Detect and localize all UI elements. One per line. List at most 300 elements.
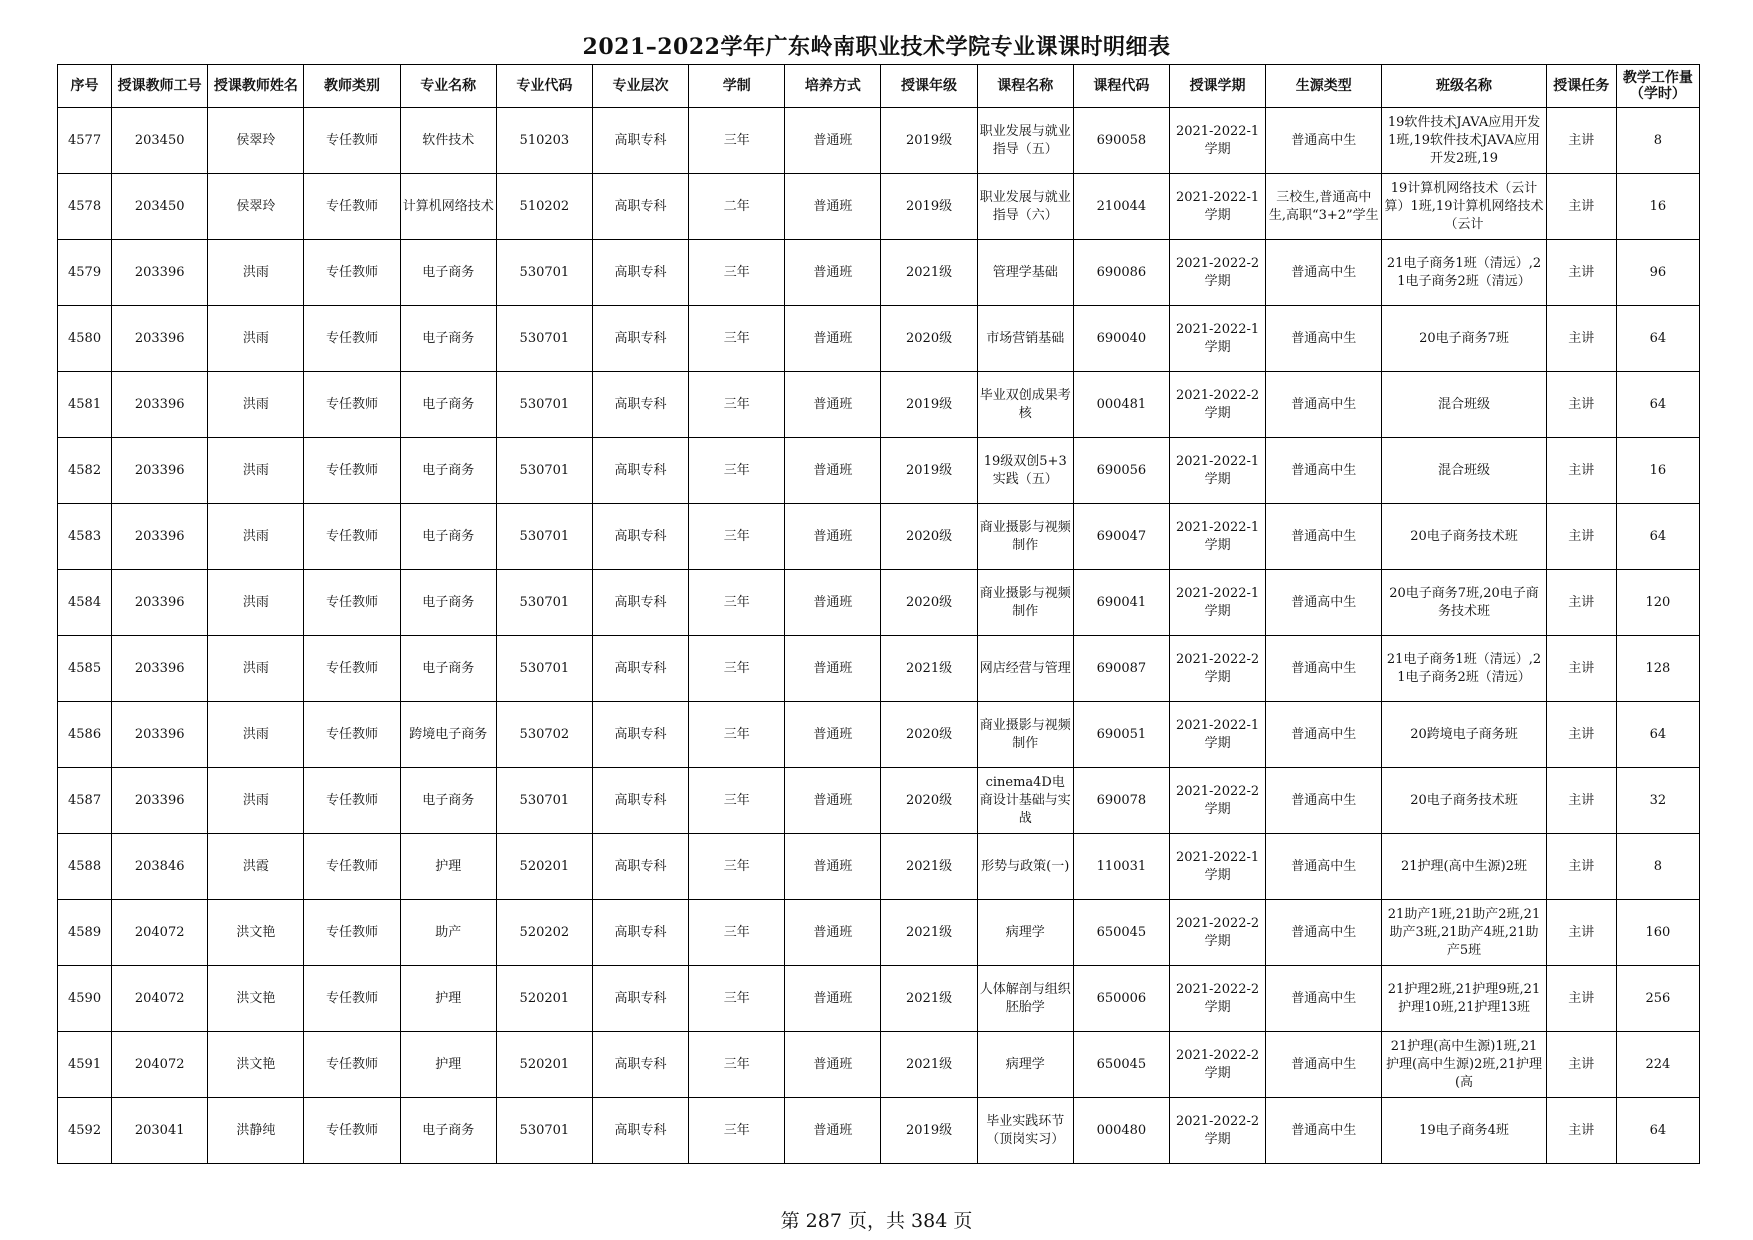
table-cell <box>112 702 208 768</box>
cell-text: 2021-2022-1学期 <box>1175 849 1260 883</box>
cell-text: 19软件技术JAVA应用开发1班,19软件技术JAVA应用开发2班,19 <box>1387 114 1541 166</box>
cell-text: 网店经营与管理 <box>979 660 1071 676</box>
table-cell <box>400 900 496 966</box>
cell-text: 电子商务 <box>422 1122 475 1138</box>
cell-text: 203450 <box>134 198 185 214</box>
cell-text: cinema4D电商设计基础与实战 <box>979 774 1071 826</box>
table-cell <box>881 504 977 570</box>
table-row <box>58 174 1700 240</box>
cell-text: 普通高中生 <box>1291 1056 1357 1072</box>
cell-text: 2021-2022-2学期 <box>1175 387 1260 421</box>
table-cell <box>400 306 496 372</box>
table-cell <box>112 966 208 1032</box>
cell-text: 主讲 <box>1568 990 1595 1006</box>
cell-text: 2021-2022-2学期 <box>1175 981 1260 1015</box>
cell-text: 高职专科 <box>614 726 667 742</box>
table-cell <box>1616 570 1699 636</box>
table-cell <box>592 504 688 570</box>
table-cell <box>496 372 592 438</box>
table-cell <box>592 438 688 504</box>
cell-text: 普通班 <box>813 528 853 544</box>
cell-text: 4585 <box>68 660 102 676</box>
table-cell <box>785 702 881 768</box>
cell-text: 市场营销基础 <box>986 330 1065 346</box>
cell-text: 64 <box>1649 1122 1667 1138</box>
table-cell <box>208 438 304 504</box>
table-cell <box>1266 570 1382 636</box>
table-cell <box>977 900 1073 966</box>
cell-text: 人体解剖与组织胚胎学 <box>979 981 1071 1015</box>
table-cell <box>208 900 304 966</box>
table-cell <box>1616 240 1699 306</box>
table-cell <box>400 636 496 702</box>
table-cell <box>58 240 112 306</box>
table-cell <box>112 900 208 966</box>
cell-text: 助产 <box>435 924 462 940</box>
cell-text: 三年 <box>723 792 750 808</box>
cell-text: 主讲 <box>1568 528 1595 544</box>
table-cell <box>592 240 688 306</box>
cell-text: 20电子商务7班 <box>1419 330 1509 346</box>
cell-text: 普通班 <box>813 198 853 214</box>
table-cell <box>496 174 592 240</box>
cell-text: 主讲 <box>1568 924 1595 940</box>
cell-text: 普通班 <box>813 990 853 1006</box>
cell-text: 高职专科 <box>614 660 667 676</box>
table-cell <box>689 702 785 768</box>
cell-text: 专任教师 <box>326 528 379 544</box>
cell-text: 16 <box>1649 198 1667 214</box>
cell-text: 主讲 <box>1568 792 1595 808</box>
table-cell <box>1546 306 1616 372</box>
table-cell <box>977 834 1073 900</box>
cell-text: 203396 <box>134 462 185 478</box>
table-cell <box>592 768 688 834</box>
table-cell <box>496 306 592 372</box>
cell-text: 主讲 <box>1568 594 1595 610</box>
cell-text: 530701 <box>519 594 570 610</box>
cell-text: 普通高中生 <box>1291 726 1357 742</box>
cell-text: 19计算机网络技术（云计算）1班,19计算机网络技术（云计 <box>1384 180 1544 232</box>
cell-text: 洪雨 <box>242 462 269 478</box>
table-cell <box>208 570 304 636</box>
cell-text: 洪雨 <box>242 264 269 280</box>
cell-text: 4587 <box>68 792 102 808</box>
table-cell <box>785 1098 881 1164</box>
cell-text: 4588 <box>68 858 102 874</box>
table-cell <box>1546 900 1616 966</box>
table-cell <box>881 570 977 636</box>
table-cell <box>1073 372 1169 438</box>
table-cell <box>689 174 785 240</box>
table-cell <box>1266 636 1382 702</box>
table-cell <box>881 636 977 702</box>
table-cell <box>1169 174 1265 240</box>
cell-text: 普通高中生 <box>1291 264 1357 280</box>
table-cell <box>881 834 977 900</box>
cell-text: 203396 <box>134 594 185 610</box>
table-cell <box>785 240 881 306</box>
table-cell <box>1616 702 1699 768</box>
table-cell <box>496 108 592 174</box>
cell-text: 2021-2022-2学期 <box>1175 255 1260 289</box>
cell-text: 主讲 <box>1568 132 1595 148</box>
cell-text: 洪雨 <box>242 396 269 412</box>
table-cell <box>977 636 1073 702</box>
table-cell <box>400 108 496 174</box>
cell-text: 普通班 <box>813 726 853 742</box>
cell-text: 三年 <box>723 924 750 940</box>
cell-text: 520201 <box>519 1056 570 1072</box>
table-cell <box>1073 570 1169 636</box>
cell-text: 96 <box>1649 264 1667 280</box>
table-cell <box>785 768 881 834</box>
table-cell <box>496 240 592 306</box>
table-cell <box>304 504 400 570</box>
cell-text: 普通高中生 <box>1291 462 1357 478</box>
table-cell <box>881 1032 977 1098</box>
column-header: 班级名称 <box>1382 65 1546 108</box>
table-cell <box>1382 702 1546 768</box>
cell-text: 000481 <box>1096 396 1147 412</box>
cell-text: 203396 <box>134 264 185 280</box>
table-cell <box>881 768 977 834</box>
table-cell <box>785 966 881 1032</box>
cell-text: 224 <box>1645 1056 1671 1072</box>
table-cell <box>1169 966 1265 1032</box>
cell-text: 主讲 <box>1568 726 1595 742</box>
cell-text: 三年 <box>723 132 750 148</box>
cell-text: 普通高中生 <box>1291 132 1357 148</box>
cell-text: 2021-2022-2学期 <box>1175 1113 1260 1147</box>
table-cell <box>1616 1032 1699 1098</box>
cell-text: 普通班 <box>813 924 853 940</box>
table-row <box>58 636 1700 702</box>
cell-text: 专任教师 <box>326 858 379 874</box>
column-header: 生源类型 <box>1266 65 1382 108</box>
table-cell <box>1266 834 1382 900</box>
cell-text: 2021级 <box>906 990 953 1006</box>
cell-text: 专任教师 <box>326 990 379 1006</box>
cell-text: 4582 <box>68 462 102 478</box>
table-cell <box>881 306 977 372</box>
table-cell <box>1382 438 1546 504</box>
cell-text: 520202 <box>519 924 570 940</box>
table-cell <box>689 438 785 504</box>
cell-text: 高职专科 <box>614 990 667 1006</box>
cell-text: 普通班 <box>813 330 853 346</box>
table-cell <box>208 768 304 834</box>
column-header: 课程名称 <box>977 65 1073 108</box>
cell-text: 4583 <box>68 528 102 544</box>
table-cell <box>977 768 1073 834</box>
table-cell <box>785 372 881 438</box>
cell-text: 三年 <box>723 462 750 478</box>
table-cell <box>977 174 1073 240</box>
cell-text: 普通班 <box>813 1056 853 1072</box>
cell-text: 高职专科 <box>614 858 667 874</box>
cell-text: 专任教师 <box>326 132 379 148</box>
table-cell <box>881 966 977 1032</box>
table-cell <box>496 834 592 900</box>
table-cell <box>496 570 592 636</box>
cell-text: 203396 <box>134 660 185 676</box>
cell-text: 专任教师 <box>326 594 379 610</box>
cell-text: 530701 <box>519 528 570 544</box>
cell-text: 000480 <box>1096 1122 1147 1138</box>
table-cell <box>881 900 977 966</box>
table-cell <box>1382 636 1546 702</box>
cell-text: 专任教师 <box>326 462 379 478</box>
cell-text: 530701 <box>519 396 570 412</box>
cell-text: 4586 <box>68 726 102 742</box>
table-cell <box>1546 966 1616 1032</box>
table-cell <box>58 900 112 966</box>
cell-text: 2021-2022-2学期 <box>1175 1047 1260 1081</box>
table-cell <box>689 768 785 834</box>
table-cell <box>881 438 977 504</box>
cell-text: 690051 <box>1096 726 1147 742</box>
cell-text: 2019级 <box>906 396 953 412</box>
table-cell <box>1073 966 1169 1032</box>
table-cell <box>1616 1098 1699 1164</box>
table-cell <box>1169 768 1265 834</box>
table-row <box>58 900 1700 966</box>
table-cell <box>1266 1032 1382 1098</box>
column-header: 授课年级 <box>881 65 977 108</box>
table-cell <box>58 108 112 174</box>
table-cell <box>1382 240 1546 306</box>
cell-text: 三年 <box>723 528 750 544</box>
table-cell <box>785 306 881 372</box>
cell-text: 高职专科 <box>614 396 667 412</box>
cell-text: 120 <box>1645 594 1671 610</box>
cell-text: 204072 <box>134 924 185 940</box>
cell-text: 护理 <box>435 1056 462 1072</box>
cell-text: 普通高中生 <box>1291 330 1357 346</box>
table-cell <box>1266 966 1382 1032</box>
table-cell <box>304 702 400 768</box>
table-cell <box>977 702 1073 768</box>
table-cell <box>1382 966 1546 1032</box>
cell-text: 护理 <box>435 858 462 874</box>
cell-text: 2021-2022-1学期 <box>1175 189 1260 223</box>
column-header: 教学工作量（学时） <box>1616 65 1699 108</box>
table-cell <box>592 108 688 174</box>
cell-text: 530701 <box>519 462 570 478</box>
table-cell <box>785 1032 881 1098</box>
table-cell <box>1266 702 1382 768</box>
cell-text: 2019级 <box>906 1122 953 1138</box>
table-cell <box>1616 108 1699 174</box>
cell-text: 职业发展与就业指导（六） <box>979 189 1071 223</box>
cell-text: 三年 <box>723 990 750 1006</box>
table-cell <box>208 834 304 900</box>
cell-text: 专任教师 <box>326 660 379 676</box>
table-cell <box>1073 306 1169 372</box>
cell-text: 病理学 <box>1005 1056 1045 1072</box>
cell-text: 专任教师 <box>326 330 379 346</box>
cell-text: 650045 <box>1096 924 1147 940</box>
cell-text: 形势与政策(一) <box>981 858 1070 874</box>
cell-text: 203041 <box>134 1122 185 1138</box>
table-cell <box>1073 108 1169 174</box>
cell-text: 2021-2022-2学期 <box>1175 783 1260 817</box>
table-cell <box>1169 1032 1265 1098</box>
table-cell <box>1546 372 1616 438</box>
cell-text: 三年 <box>723 396 750 412</box>
table-cell <box>304 1032 400 1098</box>
cell-text: 4590 <box>68 990 102 1006</box>
cell-text: 4584 <box>68 594 102 610</box>
table-cell <box>977 570 1073 636</box>
cell-text: 64 <box>1649 396 1667 412</box>
table-cell <box>689 108 785 174</box>
table-cell <box>1382 768 1546 834</box>
cell-text: 690047 <box>1096 528 1147 544</box>
cell-text: 204072 <box>134 1056 185 1072</box>
cell-text: 高职专科 <box>614 528 667 544</box>
cell-text: 商业摄影与视频制作 <box>979 585 1071 619</box>
column-header: 授课教师姓名 <box>208 65 304 108</box>
table-cell <box>1616 174 1699 240</box>
table-cell <box>592 570 688 636</box>
cell-text: 主讲 <box>1568 396 1595 412</box>
cell-text: 电子商务 <box>422 792 475 808</box>
table-cell <box>1073 768 1169 834</box>
table-cell <box>785 834 881 900</box>
cell-text: 530701 <box>519 264 570 280</box>
table-cell <box>58 438 112 504</box>
cell-text: 4579 <box>68 264 102 280</box>
cell-text: 三年 <box>723 726 750 742</box>
table-cell <box>496 636 592 702</box>
cell-text: 520201 <box>519 858 570 874</box>
cell-text: 普通高中生 <box>1291 990 1357 1006</box>
table-cell <box>1169 900 1265 966</box>
cell-text: 洪文艳 <box>236 924 276 940</box>
table-cell <box>208 174 304 240</box>
cell-text: 高职专科 <box>614 594 667 610</box>
cell-text: 690087 <box>1096 660 1147 676</box>
table-cell <box>689 636 785 702</box>
table-cell <box>592 966 688 1032</box>
column-header: 专业名称 <box>400 65 496 108</box>
table-cell <box>1616 636 1699 702</box>
cell-text: 普通高中生 <box>1291 660 1357 676</box>
cell-text: 侯翠玲 <box>236 198 276 214</box>
cell-text: 2020级 <box>906 528 953 544</box>
cell-text: 2019级 <box>906 198 953 214</box>
table-cell <box>496 900 592 966</box>
table-cell <box>785 438 881 504</box>
table-cell <box>58 174 112 240</box>
cell-text: 高职专科 <box>614 792 667 808</box>
table-cell <box>1169 1098 1265 1164</box>
table-row <box>58 372 1700 438</box>
table-cell <box>689 240 785 306</box>
table-cell <box>1382 1098 1546 1164</box>
table-cell <box>1546 240 1616 306</box>
cell-text: 电子商务 <box>422 396 475 412</box>
table-cell <box>400 570 496 636</box>
cell-text: 210044 <box>1096 198 1147 214</box>
cell-text: 690040 <box>1096 330 1147 346</box>
table-cell <box>592 834 688 900</box>
cell-text: 2021-2022-2学期 <box>1175 651 1260 685</box>
cell-text: 203396 <box>134 528 185 544</box>
cell-text: 690086 <box>1096 264 1147 280</box>
column-header: 授课任务 <box>1546 65 1616 108</box>
table-cell <box>112 372 208 438</box>
cell-text: 20电子商务技术班 <box>1410 792 1518 808</box>
cell-text: 2020级 <box>906 726 953 742</box>
table-cell <box>1546 636 1616 702</box>
table-cell <box>881 108 977 174</box>
column-header: 课程代码 <box>1073 65 1169 108</box>
table-cell <box>977 240 1073 306</box>
cell-text: 203396 <box>134 396 185 412</box>
table-cell <box>112 834 208 900</box>
table-cell <box>304 966 400 1032</box>
cell-text: 电子商务 <box>422 660 475 676</box>
table-cell <box>785 108 881 174</box>
cell-text: 21电子商务1班（清远）,21电子商务2班（清远） <box>1386 651 1542 685</box>
cell-text: 三年 <box>723 264 750 280</box>
cell-text: 普通班 <box>813 1122 853 1138</box>
column-header: 授课教师工号 <box>112 65 208 108</box>
table-cell <box>977 438 1073 504</box>
table-cell <box>1382 174 1546 240</box>
cell-text: 21护理2班,21护理9班,21护理10班,21护理13班 <box>1387 981 1541 1015</box>
cell-text: 8 <box>1653 132 1663 148</box>
column-header: 教师类别 <box>304 65 400 108</box>
cell-text: 主讲 <box>1568 660 1595 676</box>
table-cell <box>1266 438 1382 504</box>
table-cell <box>592 174 688 240</box>
table-cell <box>1382 1032 1546 1098</box>
table-cell <box>304 900 400 966</box>
table-cell <box>304 438 400 504</box>
table-row <box>58 834 1700 900</box>
table-cell <box>208 240 304 306</box>
cell-text: 电子商务 <box>422 462 475 478</box>
table-cell <box>785 570 881 636</box>
table-row <box>58 438 1700 504</box>
table-cell <box>1266 900 1382 966</box>
table-header-row <box>58 65 1700 108</box>
page-title: 2021–2022学年广东岭南职业技术学院专业课课时明细表 <box>582 34 1171 60</box>
table-cell <box>208 1098 304 1164</box>
cell-text: 520201 <box>519 990 570 1006</box>
table-cell <box>1073 1098 1169 1164</box>
cell-text: 专任教师 <box>326 924 379 940</box>
table-cell <box>592 702 688 768</box>
cell-text: 普通高中生 <box>1291 924 1357 940</box>
cell-text: 三年 <box>723 1122 750 1138</box>
column-header: 学制 <box>689 65 785 108</box>
table-cell <box>1266 372 1382 438</box>
table-row <box>58 1032 1700 1098</box>
table-cell <box>400 768 496 834</box>
cell-text: 二年 <box>723 198 750 214</box>
table-cell <box>881 1098 977 1164</box>
cell-text: 2021级 <box>906 1056 953 1072</box>
table-cell <box>304 372 400 438</box>
table-row <box>58 306 1700 372</box>
table-cell <box>496 702 592 768</box>
cell-text: 21护理(高中生源)1班,21护理(高中生源)2班,21护理(高 <box>1385 1038 1543 1090</box>
